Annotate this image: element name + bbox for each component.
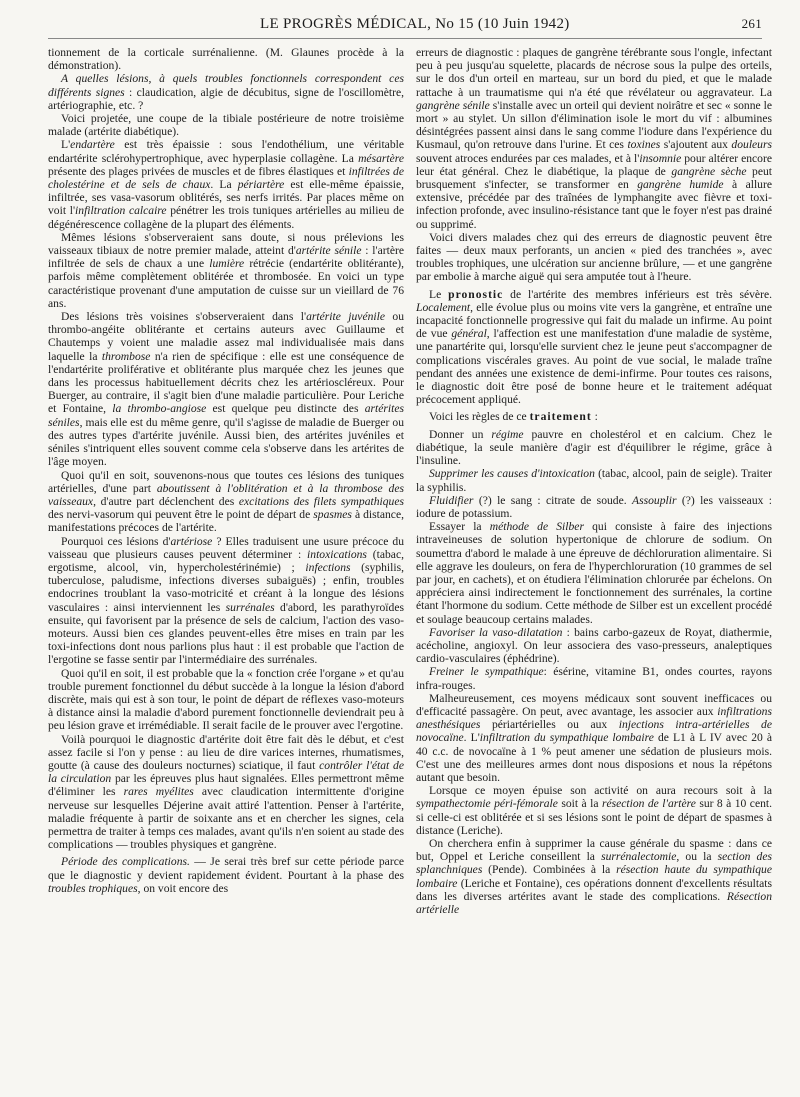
paragraph: Quoi qu'il en soit, il est probable que la « fonction crée l'organe » et qu'au trouble purement fonctionnel du début succède à la longue la lésion d'abord discrète, mais qui est à son tour, le point de départ de réflexes vaso-moteurs à distance ainsi la maladie d'abord purement fonctionnelle deviendrait peu à peu lésion grave et irrémédiable. Il serait facile de le prouver avec l'ergotine. [48,666,404,733]
paragraph: Supprimer les causes d'intoxication (tabac, alcool, pain de seigle). Traiter la syphilis. [416,467,772,494]
paragraph: Des lésions très voisines s'observeraient dans l'artérite juvénile ou thrombo-angéite oblitérante et certains auteurs avec Guillaume et Chautemps y voient une maladie assez mal individualisée mais dans laquelle la thrombose n'a rien de spécifique : elle est une conséquence de l'endartérite proliférative et oblitérante plus marquée chez les jeunes que dans les processus habituellement décrits chez les artérioscléreux. Pour Buerger, au contraire, il s'agit bien d'une maladie particulière. Pour Leriche et Fontaine, la thrombo-angiose est quelque peu distincte des artérites séniles, mais elle est du même genre, qu'il s'agisse de maladie de Buerger ou des autres types d'artérite juvénile. Aussi bien, des artérites juvéniles et séniles s'intriquent elles souvent comme cela s'observe dans les artérites de l'âge moyen. [48,310,405,469]
paragraph: A quelles lésions, à quels troubles fonctionnels correspondent ces différents signes : claudication, algie de décubitus, signe de l'oscillomètre, artériographie, etc. ? [48,72,404,112]
paragraph: Favoriser la vaso-dilatation : bains carbo-gazeux de Royat, diathermie, acécholine, angioxyl. On leur associera des vaso-presseurs, analeptiques cardio-vasculaires (éphédrine). [416,625,772,666]
paragraph: Période des complications. — Je serai très bref sur cette période parce que le diagnostic y devient rapidement évident. Pourtant à la phase des troubles trophiques, on voit encore des [48,855,404,895]
paragraph: Voici projetée, une coupe de la tibiale postérieure de notre troisième malade (artérite diabétique). [48,112,404,139]
paragraph: Voici les règles de ce traitement : [429,410,598,424]
paragraph: Voilà pourquoi le diagnostic d'artérite doit être fait dès le début, et c'est assez facile si l'on y pense : au lieu de dire varices internes, rhumatismes, goutte (à cause des douleurs nocturnes) sciatique, il faut contrôler l'état de la circulation par les épreuves plus haut signalées. Elles permettront même d'éliminer les rares myélites avec claudication intermittente d'origine nerveuse sur lesquelles Déjerine avait attiré l'attention. Penser à l'artérite, maladie fréquente à partir de soixante ans et en chercher les signes, cela permettra de traiter à temps ces malades, avant qu'ils n'en soient au stade des complications — troubles physiques et gangrène. [48,732,404,852]
paragraph: Malheureusement, ces moyens médicaux sont souvent inefficaces ou d'efficacité passagère. On peut, avec avantage, les associer aux infiltrations anesthésiques périartérielles ou aux injections intra-artérielles de novocaïne. L'infiltration du sympathique lombaire de L1 à L IV avec 20 à 40 c.c. de novocaïne à 1 % peut amener une sédation de plusieurs mois. C'est une des meilleures armes dont nous disposions et nous la répétons autant que besoin. [416,691,773,784]
right-column [416,46,772,916]
paragraph: Voici divers malades chez qui des erreurs de diagnostic peuvent être faites — deux maux perforants, un ancien « pied des tranchées », avec troubles trophiques, une ulcération sur ancienne brûlure, — et une gangrène par embolie à marche aiguë qui sera amputée tout à l'heure. [416,230,772,284]
paragraph: tionnement de la corticale surrénalienne. (M. Glaunes procède à la démonstration). [48,46,404,73]
page-number: 261 [741,16,762,31]
paragraph: Essayer la méthode de Silber qui consiste à faire des injections intraveineuses de solution hypertonique de chlorure de sodium. On soumettra d'abord le malade à une épreuve de déchloruration alimentaire. Si elle aggrave les douleurs, on fera de l'hyperchloruration (10 grammes de sel par jour, en cachets), et on étudiera l'élimination chlorurée par échelons. On appréciera ainsi indirectement le fonctionnement des surrénales, la cortine étant l'hormone du sodium. Cette méthode de Silber est un excellent procédé et soulage beaucoup certains malades. [416,520,772,626]
paragraph: Pourquoi ces lésions d'artériose ? Elles traduisent une usure précoce du vaisseau que plusieurs causes peuvent déterminer : intoxications (tabac, ergotisme, alcool, vin, hypercholestérinémie) ; infections (syphilis, tuberculose, paludisme, infections diverses subaiguës) ; enfin, troubles endocrines troublant la vaso-motricité et créant à la longue des lésions vasculaires : ainsi interviennent les surrénales d'abord, les parathyroïdes ensuite, qui favorisent par la présence de sels de calcium, l'action des vaso-moteurs. Aussi bien ces glandes peuvent-elles être mises en train par les toxi-infections dont nous parlions plus haut : il est probable que l'action de l'ergotine se fasse sentir par l'intermédiaire des surrénales. [48,534,404,667]
paragraph: Donner un régime pauvre en cholestérol et en calcium. Chez le diabétique, la seule manière d'agir est d'équilibrer le régime, grâce à l'insuline. [416,427,772,468]
journal-title: LE PROGRÈS MÉDICAL, No 15 (10 Juin 1942) [260,16,570,32]
paragraph: Mêmes lésions s'observeraient sans doute, si nous prélevions les vaisseaux tibiaux de notre premier malade, atteint d'artérite sénile : l'artère infiltrée de sels de chaux a une lumière rétrécie (endartérite oblitérante), parfois même complètement oblitérée et thrombosée. En voici un type caractéristique provenant d'une amputation de cuisse sur un vieillard de 76 ans. [48,230,405,310]
paragraph: Quoi qu'il en soit, souvenons-nous que toutes ces lésions des tuniques artérielles, d'une part aboutissent à l'oblitération et à la thrombose des vaisseaux, d'autre part déclenchent des excitations des filets sympathiques des nervi-vasorum qui peuvent être le point de départ de spasmes à distance, manifestations précoces de l'artérite. [48,468,405,535]
paragraph: Freiner le sympathique: ésérine, vitamine B1, ondes courtes, rayons infra-rouges. [416,665,772,692]
left-column [48,46,404,895]
paragraph: Le pronostic de l'artérite des membres inférieurs est très sévère. Localement, elle évolue plus ou moins vite vers la gangrène, et entraîne une incapacité fonctionnelle progressive qui fait du malade un infirme. Au point de vue général, l'affection est une manifestation d'une maladie de système, une panartérite qui, lorsqu'elle survient chez le jeune peut s'accompagner de complications viscérales graves. Au point de vue social, le malade traîne pendant des années une existence de demi-infirme. Pour toutes ces raisons, le diagnostic doit être posé de bonne heure et le traitement adéquat précocement appliqué. [416,287,772,407]
paragraph: Fluidifier (?) le sang : citrate de soude. Assouplir (?) les vaisseaux : iodure de potassium. [416,493,773,520]
paragraph: erreurs de diagnostic : plaques de gangrène térébrante sous l'ongle, infectant peu à peu jusqu'au squelette, placards de nécrose sous la pulpe des orteils, sur le dos d'un orteil en marteau, sur un bord du pied, et que le malade rattache à un traumatisme qui n'a été que révélateur ou aggravateur. La gangrène sénile s'installe avec un orteil qui devient noirâtre et sec « sonne le mort » au stylet. Un sillon d'élimination isole le mort du vif : albumines désintégrées passent ainsi dans le sang comme l'iodure dans l'expérience du Kusmaul, qu'on retrouve dans l'urine. Et ces toxines s'ajoutent aux douleurs souvent atroces endurées par ces malades, et à l'insomnie pour altérer encore leur état général. Chez le diabétique, la plaque de gangrène sèche peut brusquement s'infecter, se transformer en gangrène humide à allure extensive, précédée par des traînées de lymphangite avec fièvre et toxi-infection profonde, avec insulino-résistance tant que le foyer n'est pas drainé ou supprimé. [416,46,773,231]
paragraph: Lorsque ce moyen épuise son activité on aura recours soit à la sympathectomie péri-fémorale soit à la résection de l'artère sur 8 à 10 cent. si celle-ci est oblitérée et si ses lésions sont le point de départ de spasmes à distance (Leriche). [416,784,773,837]
paragraph: L'endartère est très épaissie : sous l'endothélium, une véritable endartérite sclérohypertrophique, avec hyperplasie collagène. La mésartère présente des plages privées de muscles et de fibres élastiques et infiltrées de cholestérine et de sels de chaux. La périartère est elle-même épaissie, infiltrée, ses vasa-vasorum oblitérés, ses nerfs irrités. Par places même on voit l'infiltration calcaire pénétrer les trois tuniques artérielles au milieu de dégénérescence collagène de la plupart des éléments. [48,138,405,231]
paragraph: On cherchera enfin à supprimer la cause générale du spasme : dans ce but, Oppel et Leriche conseillent la surrénalectomie, ou la section des splanchniques (Pende). Combinées à la résection haute du sympathique lombaire (Leriche et Fontaine), ces opérations donnent d'excellents résultats dans les diverses artérites avant le stade des complications. Résection artérielle [416,836,772,916]
running-header [48,16,762,39]
